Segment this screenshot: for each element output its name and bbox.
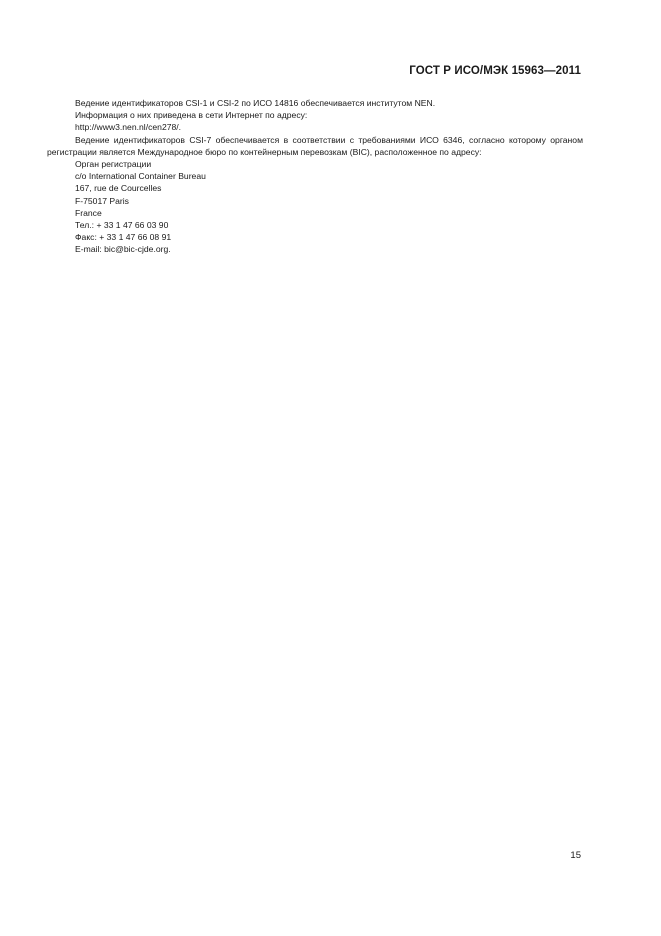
registration-address-block bbox=[47, 158, 583, 256]
page-header bbox=[409, 65, 581, 77]
document-body bbox=[47, 97, 583, 256]
standard-code: ГОСТ Р ИСО/МЭК 15963—2011 bbox=[409, 65, 581, 77]
address-line-country: France bbox=[75, 207, 102, 218]
address-line-email[interactable]: E-mail: bic@bic-cjde.org. bbox=[75, 244, 171, 255]
address-line-street: 167, rue de Courcelles bbox=[75, 183, 162, 194]
address-line-city: F-75017 Paris bbox=[75, 195, 129, 206]
address-line-phone: Тел.: + 33 1 47 66 03 90 bbox=[75, 220, 169, 231]
paragraph-internet-info: Информация о них приведена в сети Интернет по адресу: bbox=[75, 110, 308, 121]
address-line-organization: c/o International Container Bureau bbox=[75, 171, 206, 182]
address-line-fax: Факс: + 33 1 47 66 08 91 bbox=[75, 232, 172, 243]
paragraph-nen-maintenance: Ведение идентификаторов CSI-1 и CSI-2 по ИСО 14816 обеспечивается институтом NEN. bbox=[75, 98, 436, 108]
paragraph-csi7-maintenance: Ведение идентификаторов CSI-7 обеспечивается в соответствии с требованиями ИСО 6346, согласно которому органом регистрации является Международное бюро по контейнерным перевозкам (BIC), расположенное по адресу: bbox=[47, 134, 583, 157]
address-line-authority: Орган регистрации bbox=[75, 159, 152, 170]
page-number: 15 bbox=[570, 850, 581, 861]
nen-url-link[interactable]: http://www3.nen.nl/cen278/. bbox=[75, 122, 182, 133]
